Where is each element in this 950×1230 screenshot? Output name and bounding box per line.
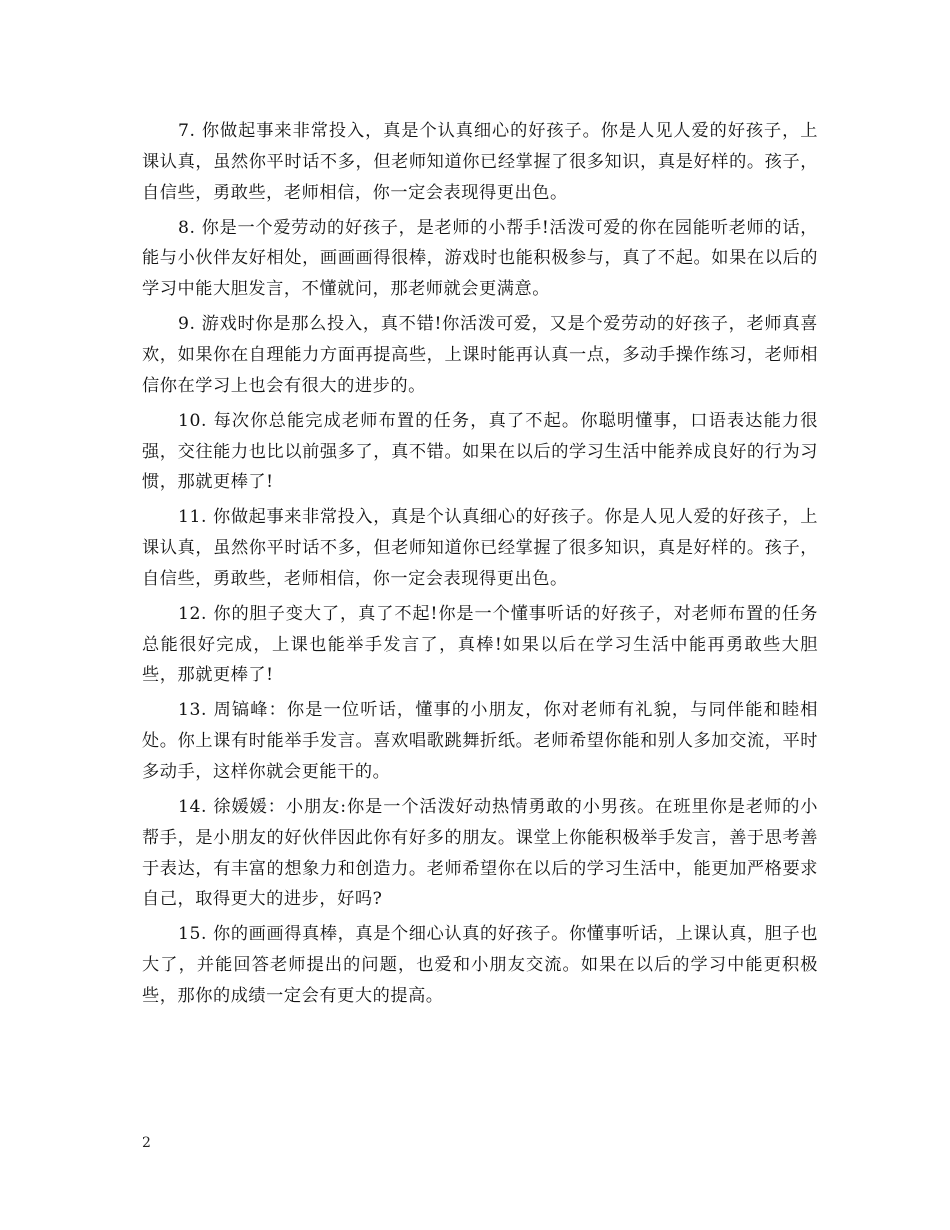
paragraph-15 [142,919,818,1011]
paragraph-number: 15. [178,924,207,945]
paragraph-number: 10. [178,410,207,431]
paragraph-text: 游戏时你是那么投入，真不错!你活泼可爱，又是个爱劳动的好孩子，老师真喜欢，如果你在自理能力方面再提高些，上课时能再认真一点，多动手操作练习，老师相信你在学习上也会有很大的进步的。 [142,314,818,396]
paragraph-text: 你的画画得真棒，真是个细心认真的好孩子。你懂事听话，上课认真，胆子也大了，并能回答老师提出的问题，也爱和小朋友交流。如果在以后的学习中能更积极些，那你的成绩一定会有更大的提高。 [142,924,818,1007]
paragraph-9 [142,309,818,401]
paragraph-number: 8. [178,217,196,238]
paragraph-12 [142,599,818,691]
paragraph-number: 13. [178,700,207,721]
paragraph-text: 你的胆子变大了，真了不起!你是一个懂事听话的好孩子，对老师布置的任务总能很好完成，上课也能举手发言了，真棒!如果以后在学习生活中能再勇敢些大胆些，那就更棒了! [142,603,818,686]
page-number: 2 [142,1135,151,1151]
paragraph-7 [142,116,818,208]
paragraph-text: 徐媛媛：小朋友:你是一个活泼好动热情勇敢的小男孩。在班里你是老师的小帮手，是小朋友的好伙伴因此你有好多的朋友。课堂上你能积极举手发言，善于思考善于表达，有丰富的想象力和创造力。老师希望你在以后的学习生活中，能更加严格要求自己，取得更大的进步，好吗? [142,797,818,910]
paragraph-text: 周镐峰：你是一位听话，懂事的小朋友，你对老师有礼貌，与同伴能和睦相处。你上课有时能举手发言。喜欢唱歌跳舞折纸。老师希望你能和别人多加交流，平时多动手，这样你就会更能干的。 [142,700,818,783]
paragraph-number: 14. [178,797,207,818]
paragraph-8 [142,213,818,305]
paragraph-11 [142,502,818,594]
paragraph-number: 11. [178,507,207,528]
paragraph-text: 你做起事来非常投入，真是个认真细心的好孩子。你是人见人爱的好孩子，上课认真，虽然你平时话不多，但老师知道你已经掌握了很多知识，真是好样的。孩子，自信些，勇敢些，老师相信，你一定会表现得更出色。 [142,507,818,589]
paragraph-number: 7. [178,121,196,141]
paragraph-13 [142,695,818,787]
document-body [142,116,818,1016]
paragraph-10 [142,406,818,498]
paragraph-text: 你做起事来非常投入，真是个认真细心的好孩子。你是人见人爱的好孩子，上课认真，虽然你平时话不多，但老师知道你已经掌握了很多知识，真是好样的。孩子，自信些，勇敢些，老师相信，你一定会表现得更出色。 [142,121,818,203]
paragraph-number: 12. [178,603,207,624]
paragraph-14 [142,792,818,915]
paragraph-number: 9. [178,314,196,335]
paragraph-text: 你是一个爱劳动的好孩子，是老师的小帮手!活泼可爱的你在园能听老师的话，能与小伙伴友好相处，画画画得很棒，游戏时也能积极参与，真了不起。如果在以后的学习中能大胆发言，不懂就问，那老师就会更满意。 [142,217,818,300]
paragraph-text: 每次你总能完成老师布置的任务，真了不起。你聪明懂事，口语表达能力很强，交往能力也比以前强多了，真不错。如果在以后的学习生活中能养成良好的行为习惯，那就更棒了! [142,410,818,493]
